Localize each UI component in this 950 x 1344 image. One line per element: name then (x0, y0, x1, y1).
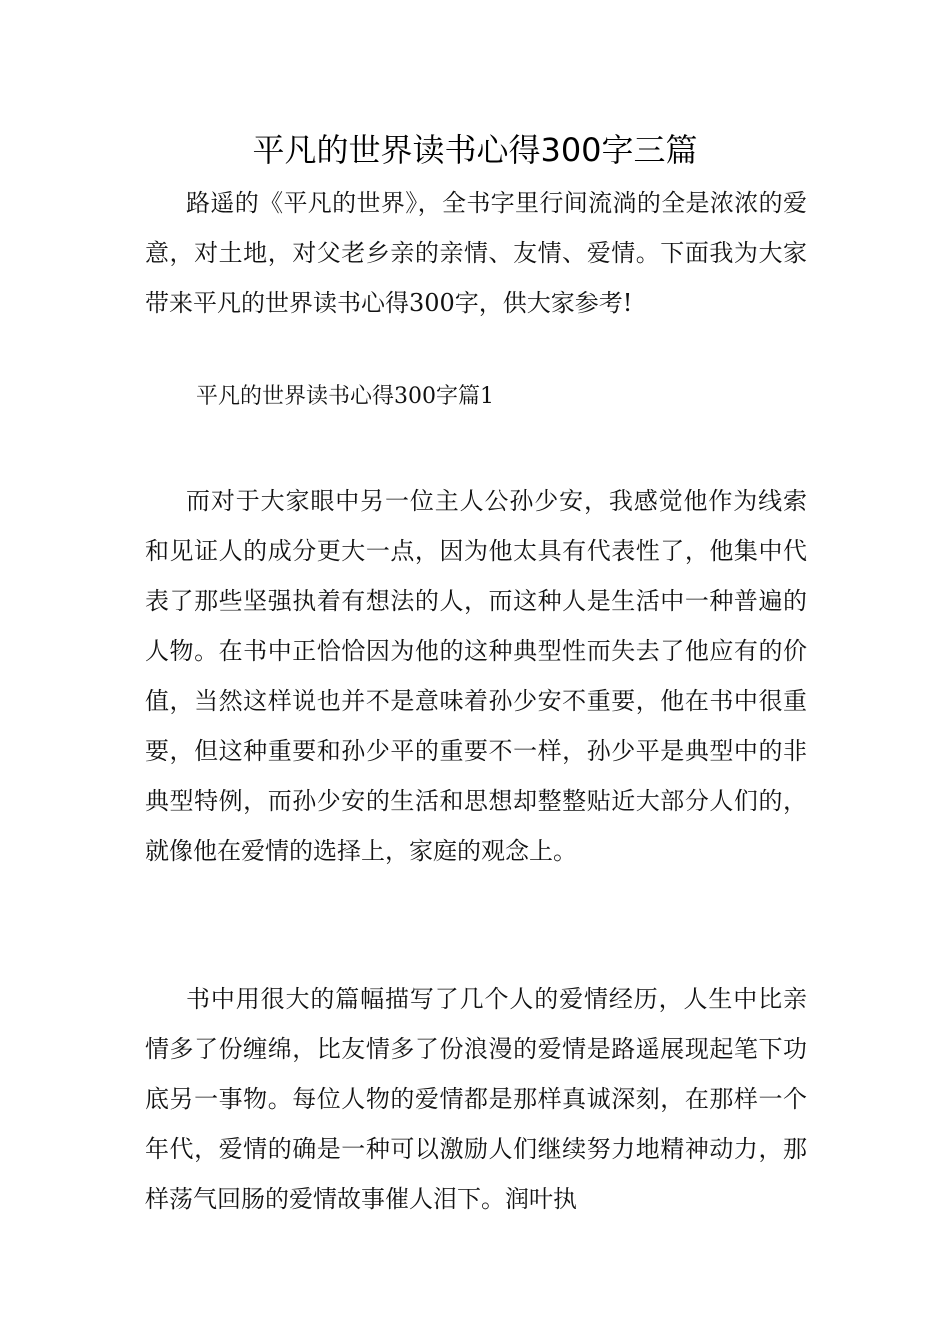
body-paragraph-1: 而对于大家眼中另一位主人公孙少安，我感觉他作为线索和见证人的成分更大一点，因为他太具有代表性了，他集中代表了那些坚强执着有想法的人，而这种人是生活中一种普遍的人物。在书中正恰恰因为他的这种典型性而失去了他应有的价值，当然这样说也并不是意味着孙少安不重要，他在书中很重要，但这种重要和孙少平的重要不一样，孙少平是典型中的非典型特例，而孙少安的生活和思想却整整贴近大部分人们的，就像他在爱情的选择上，家庭的观念上。 (145, 487, 807, 865)
document-title: 平凡的世界读书心得300字三篇 (252, 131, 698, 169)
body-paragraph-2: 书中用很大的篇幅描写了几个人的爱情经历，人生中比亲情多了份缠绵，比友情多了份浪漫的爱情是路遥展现起笔下功底另一事物。每位人物的爱情都是那样真诚深刻，在那样一个年代，爱情的确是一种可以激励人们继续努力地精神动力，那样荡气回肠的爱情故事催人泪下。润叶执 (145, 985, 807, 1213)
intro-paragraph: 路遥的《平凡的世界》，全书字里行间流淌的全是浓浓的爱意，对土地，对父老乡亲的亲情、友情、爱情。下面我为大家带来平凡的世界读书心得300字，供大家参考! (145, 189, 807, 317)
section-heading: 平凡的世界读书心得300字篇1 (196, 384, 494, 409)
